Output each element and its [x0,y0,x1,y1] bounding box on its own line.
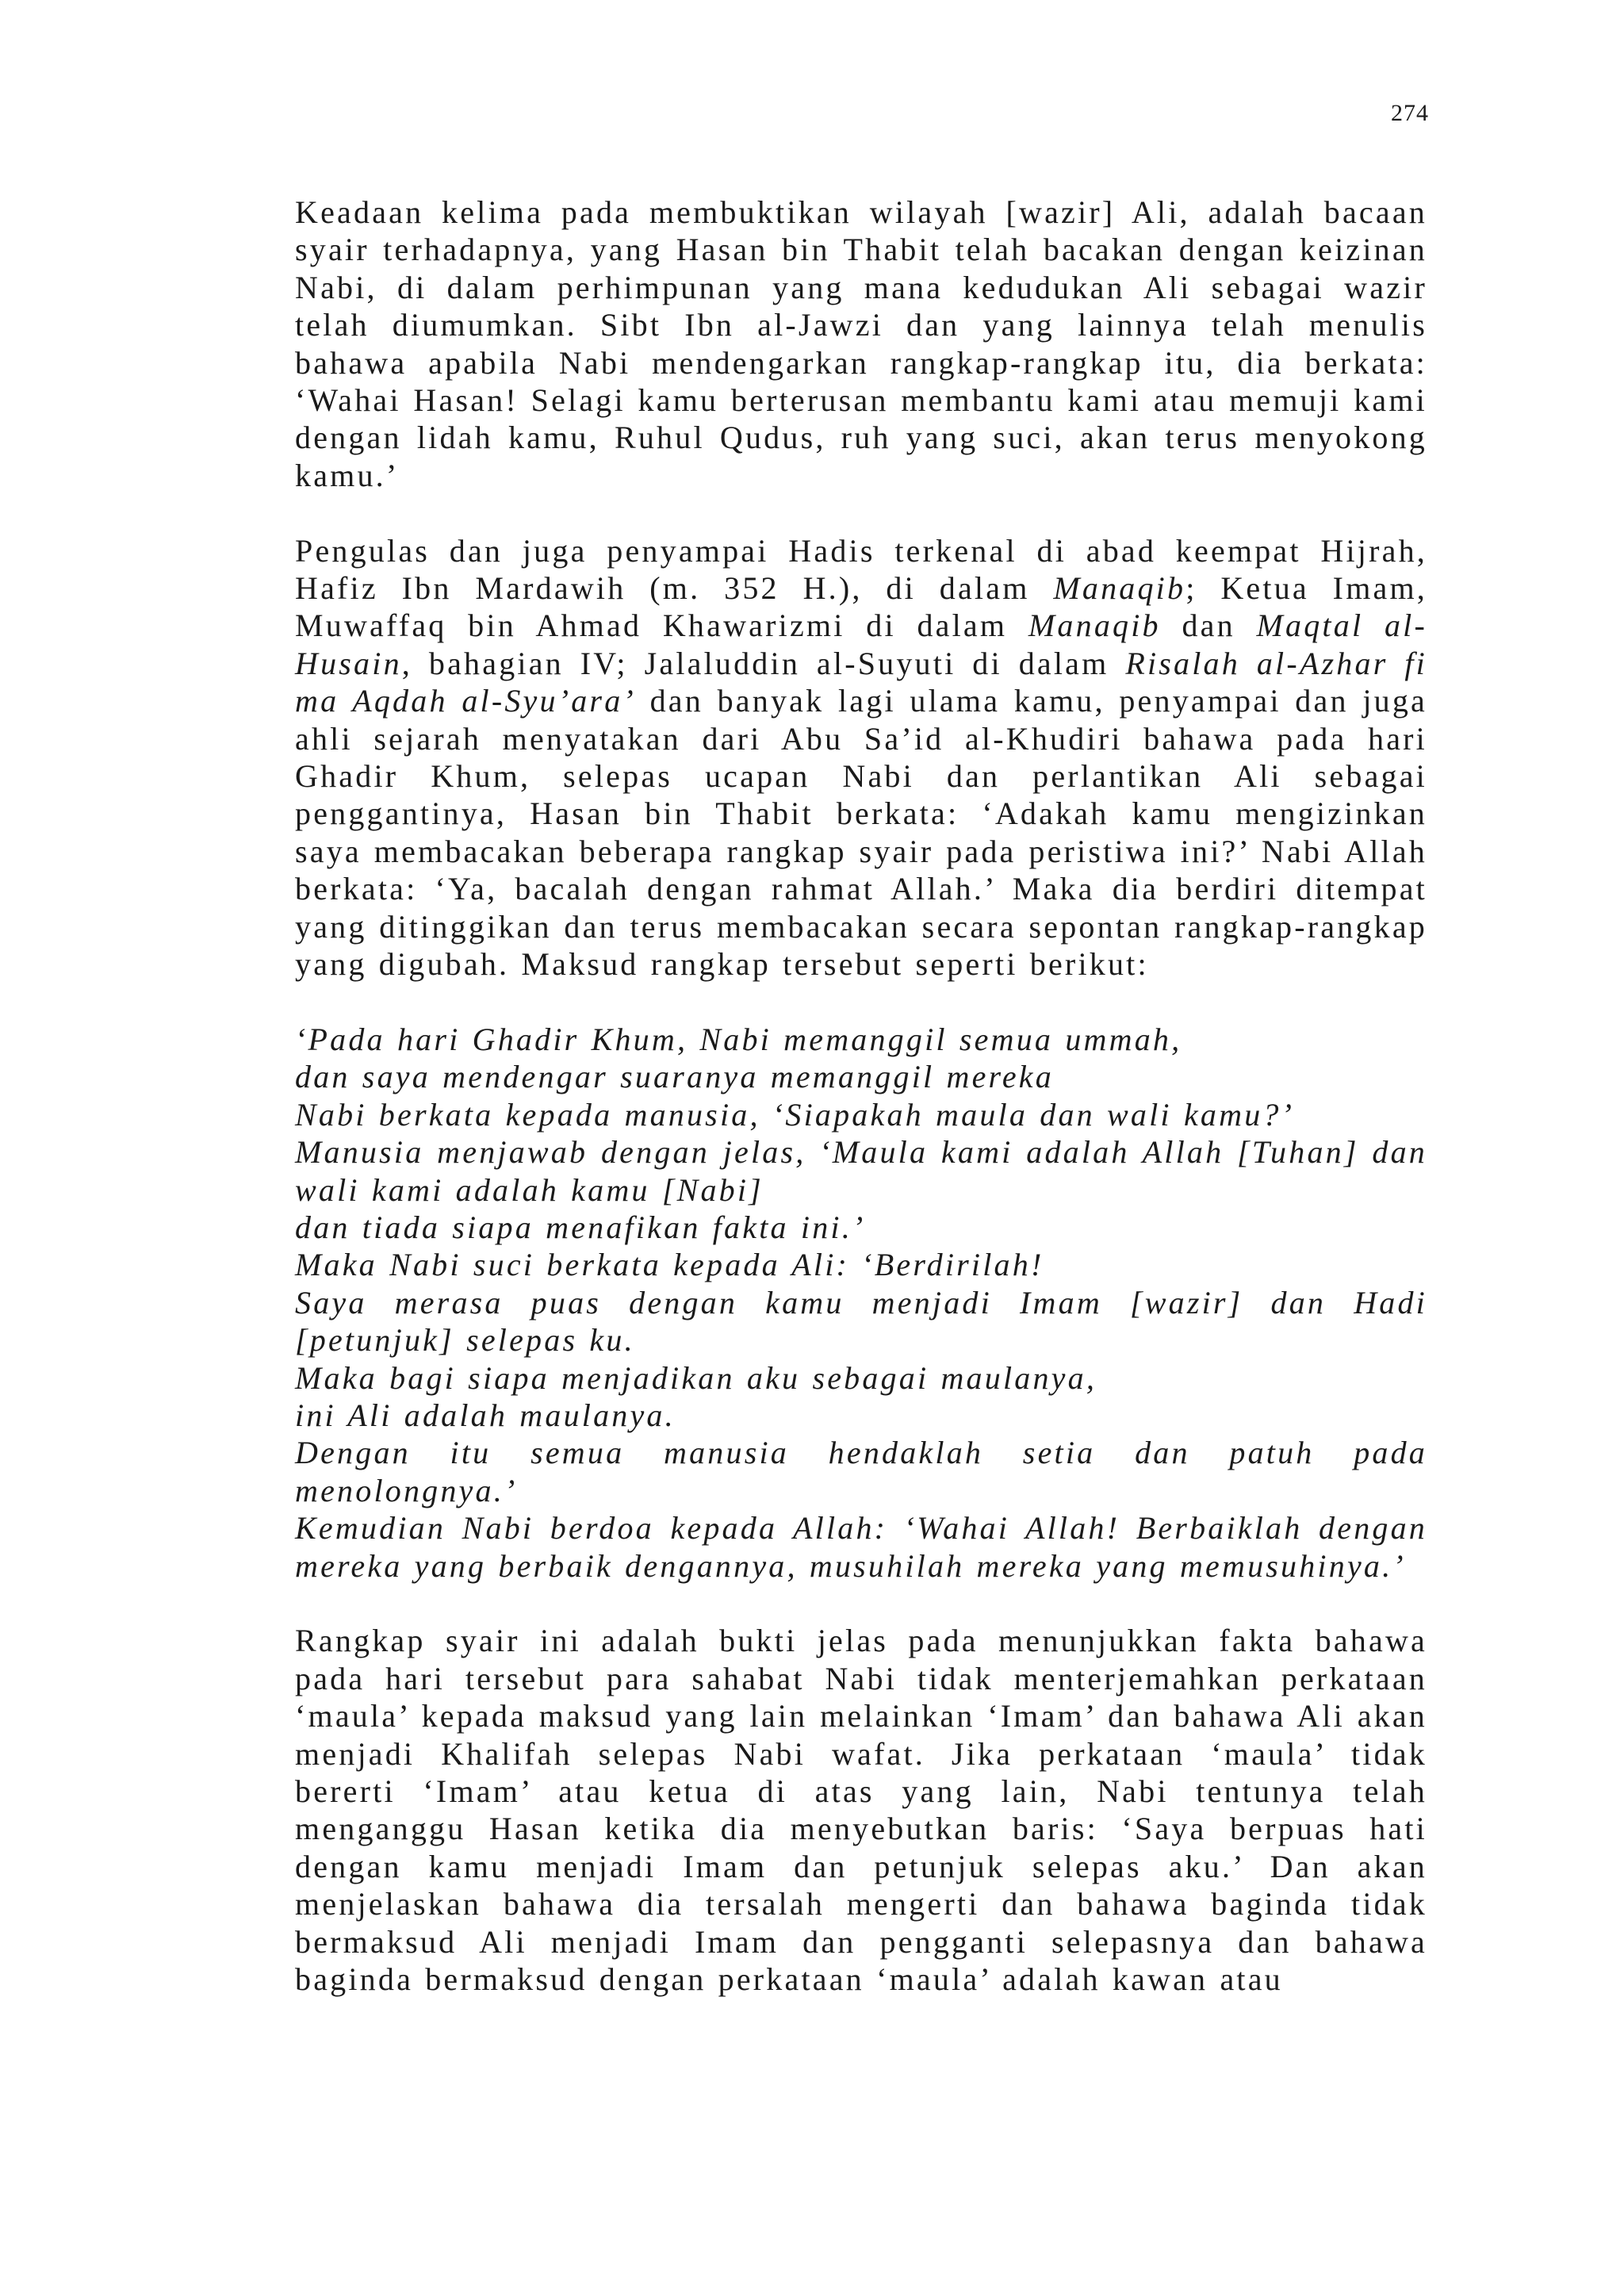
verse-line: Dengan itu semua manusia hendaklah setia dan patuh pada menolongnya.’ [295,1435,1427,1508]
paragraph-gap [295,1585,1427,1622]
paragraph-2-text: , bahagian IV; Jalaluddin al-Suyuti di dalam [401,645,1126,681]
paragraph-gap [295,983,1427,1021]
paragraph-2 [295,532,1427,983]
paragraph-gap [295,494,1427,531]
book-title-risalah: Risalah al-Azhar fi ma Aqdah al-Syu’ara’ [295,645,1427,719]
verse-line: Nabi berkata kepada manusia, ‘Siapakah maula dan wali kamu?’ [295,1096,1295,1133]
verse-line: dan saya mendengar suaranya memanggil mereka [295,1059,1054,1095]
page-number: 274 [1391,100,1429,126]
paragraph-2-text: dan banyak lagi ulama kamu, penyampai dan juga ahli sejarah menyatakan dari Abu Sa’id al-Khudiri bahawa pada hari Ghadir Khum, selepas ucapan Nabi dan perlantikan Ali sebagai penggantinya, Hasan bin Thabit berkata: ‘Adakah kamu mengizinkan saya membacakan beberapa rangkap syair pada peristiwa ini?’ Nabi Allah berkata: ‘Ya, bacalah dengan rahmat Allah.’ Maka dia berdiri ditempat yang ditinggikan dan terus membacakan secara sepontan rangkap-rangkap yang digubah. Maksud rangkap tersebut seperti berikut: [295,683,1427,983]
book-title-manaqib: Manaqib [1028,608,1161,644]
poem-verse [295,1021,1427,1585]
page-body [295,194,1427,1998]
verse-line: Maka Nabi suci berkata kepada Ali: ‘Berdirilah! [295,1247,1044,1283]
verse-line: Kemudian Nabi berdoa kepada Allah: ‘Wahai Allah! Berbaiklah dengan mereka yang berbaik dengannya, musuhilah mereka yang memusuhinya.’ [295,1510,1427,1584]
paragraph-2-text: Pengulas dan juga penyampai Hadis terkenal di abad keempat Hijrah, Hafiz Ibn Mardawih (m. 352 H.), di dalam [295,532,1427,607]
paragraph-1: Keadaan kelima pada membuktikan wilayah [wazir] Ali, adalah bacaan syair terhadapnya, yang Hasan bin Thabit telah bacakan dengan keizinan Nabi, di dalam perhimpunan yang mana kedudukan Ali sebagai wazir telah diumumkan. Sibt Ibn al-Jawzi dan yang lainnya telah menulis bahawa apabila Nabi mendengarkan rangkap-rangkap itu, dia berkata: ‘Wahai Hasan! Selagi kamu berterusan membantu kami atau memuji kami dengan lidah kamu, Ruhul Qudus, ruh yang suci, akan terus menyokong kamu.’ [295,194,1427,493]
verse-line: Saya merasa puas dengan kamu menjadi Imam [wazir] dan Hadi [petunjuk] selepas ku. [295,1284,1427,1359]
book-title-manaqib: Manaqib [1053,570,1186,607]
verse-line: ‘Pada hari Ghadir Khum, Nabi memanggil semua ummah, [295,1021,1182,1057]
paragraph-2-text: ; Ketua Imam, Muwaffaq bin Ahmad Khawarizmi di dalam [295,570,1427,644]
paragraph-2-text: dan [1160,608,1257,644]
paragraph-3: Rangkap syair ini adalah bukti jelas pada menunjukkan fakta bahawa pada hari tersebut para sahabat Nabi tidak menterjemahkan perkataan ‘maula’ kepada maksud yang lain melainkan ‘Imam’ dan bahawa Ali akan menjadi Khalifah selepas Nabi wafat. Jika perkataan ‘maula’ tidak bererti ‘Imam’ atau ketua di atas yang lain, Nabi tentunya telah menganggu Hasan ketika dia menyebutkan baris: ‘Saya berpuas hati dengan kamu menjadi Imam dan petunjuk selepas aku.’ Dan akan menjelaskan bahawa dia tersalah mengerti dan bahawa baginda tidak bermaksud Ali menjadi Imam dan pengganti selepasnya dan bahawa baginda bermaksud dengan perkataan ‘maula’ adalah kawan atau [295,1623,1427,1998]
verse-line: ini Ali adalah maulanya. [295,1397,676,1433]
verse-line: dan tiada siapa menafikan fakta ini.’ [295,1209,866,1245]
verse-line: Maka bagi siapa menjadikan aku sebagai maulanya, [295,1359,1097,1396]
book-title-maqtal: Maqtal al-Husain [295,608,1427,681]
verse-line: Manusia menjawab dengan jelas, ‘Maula kami adalah Allah [Tuhan] dan wali kami adalah kamu [Nabi] [295,1134,1427,1208]
